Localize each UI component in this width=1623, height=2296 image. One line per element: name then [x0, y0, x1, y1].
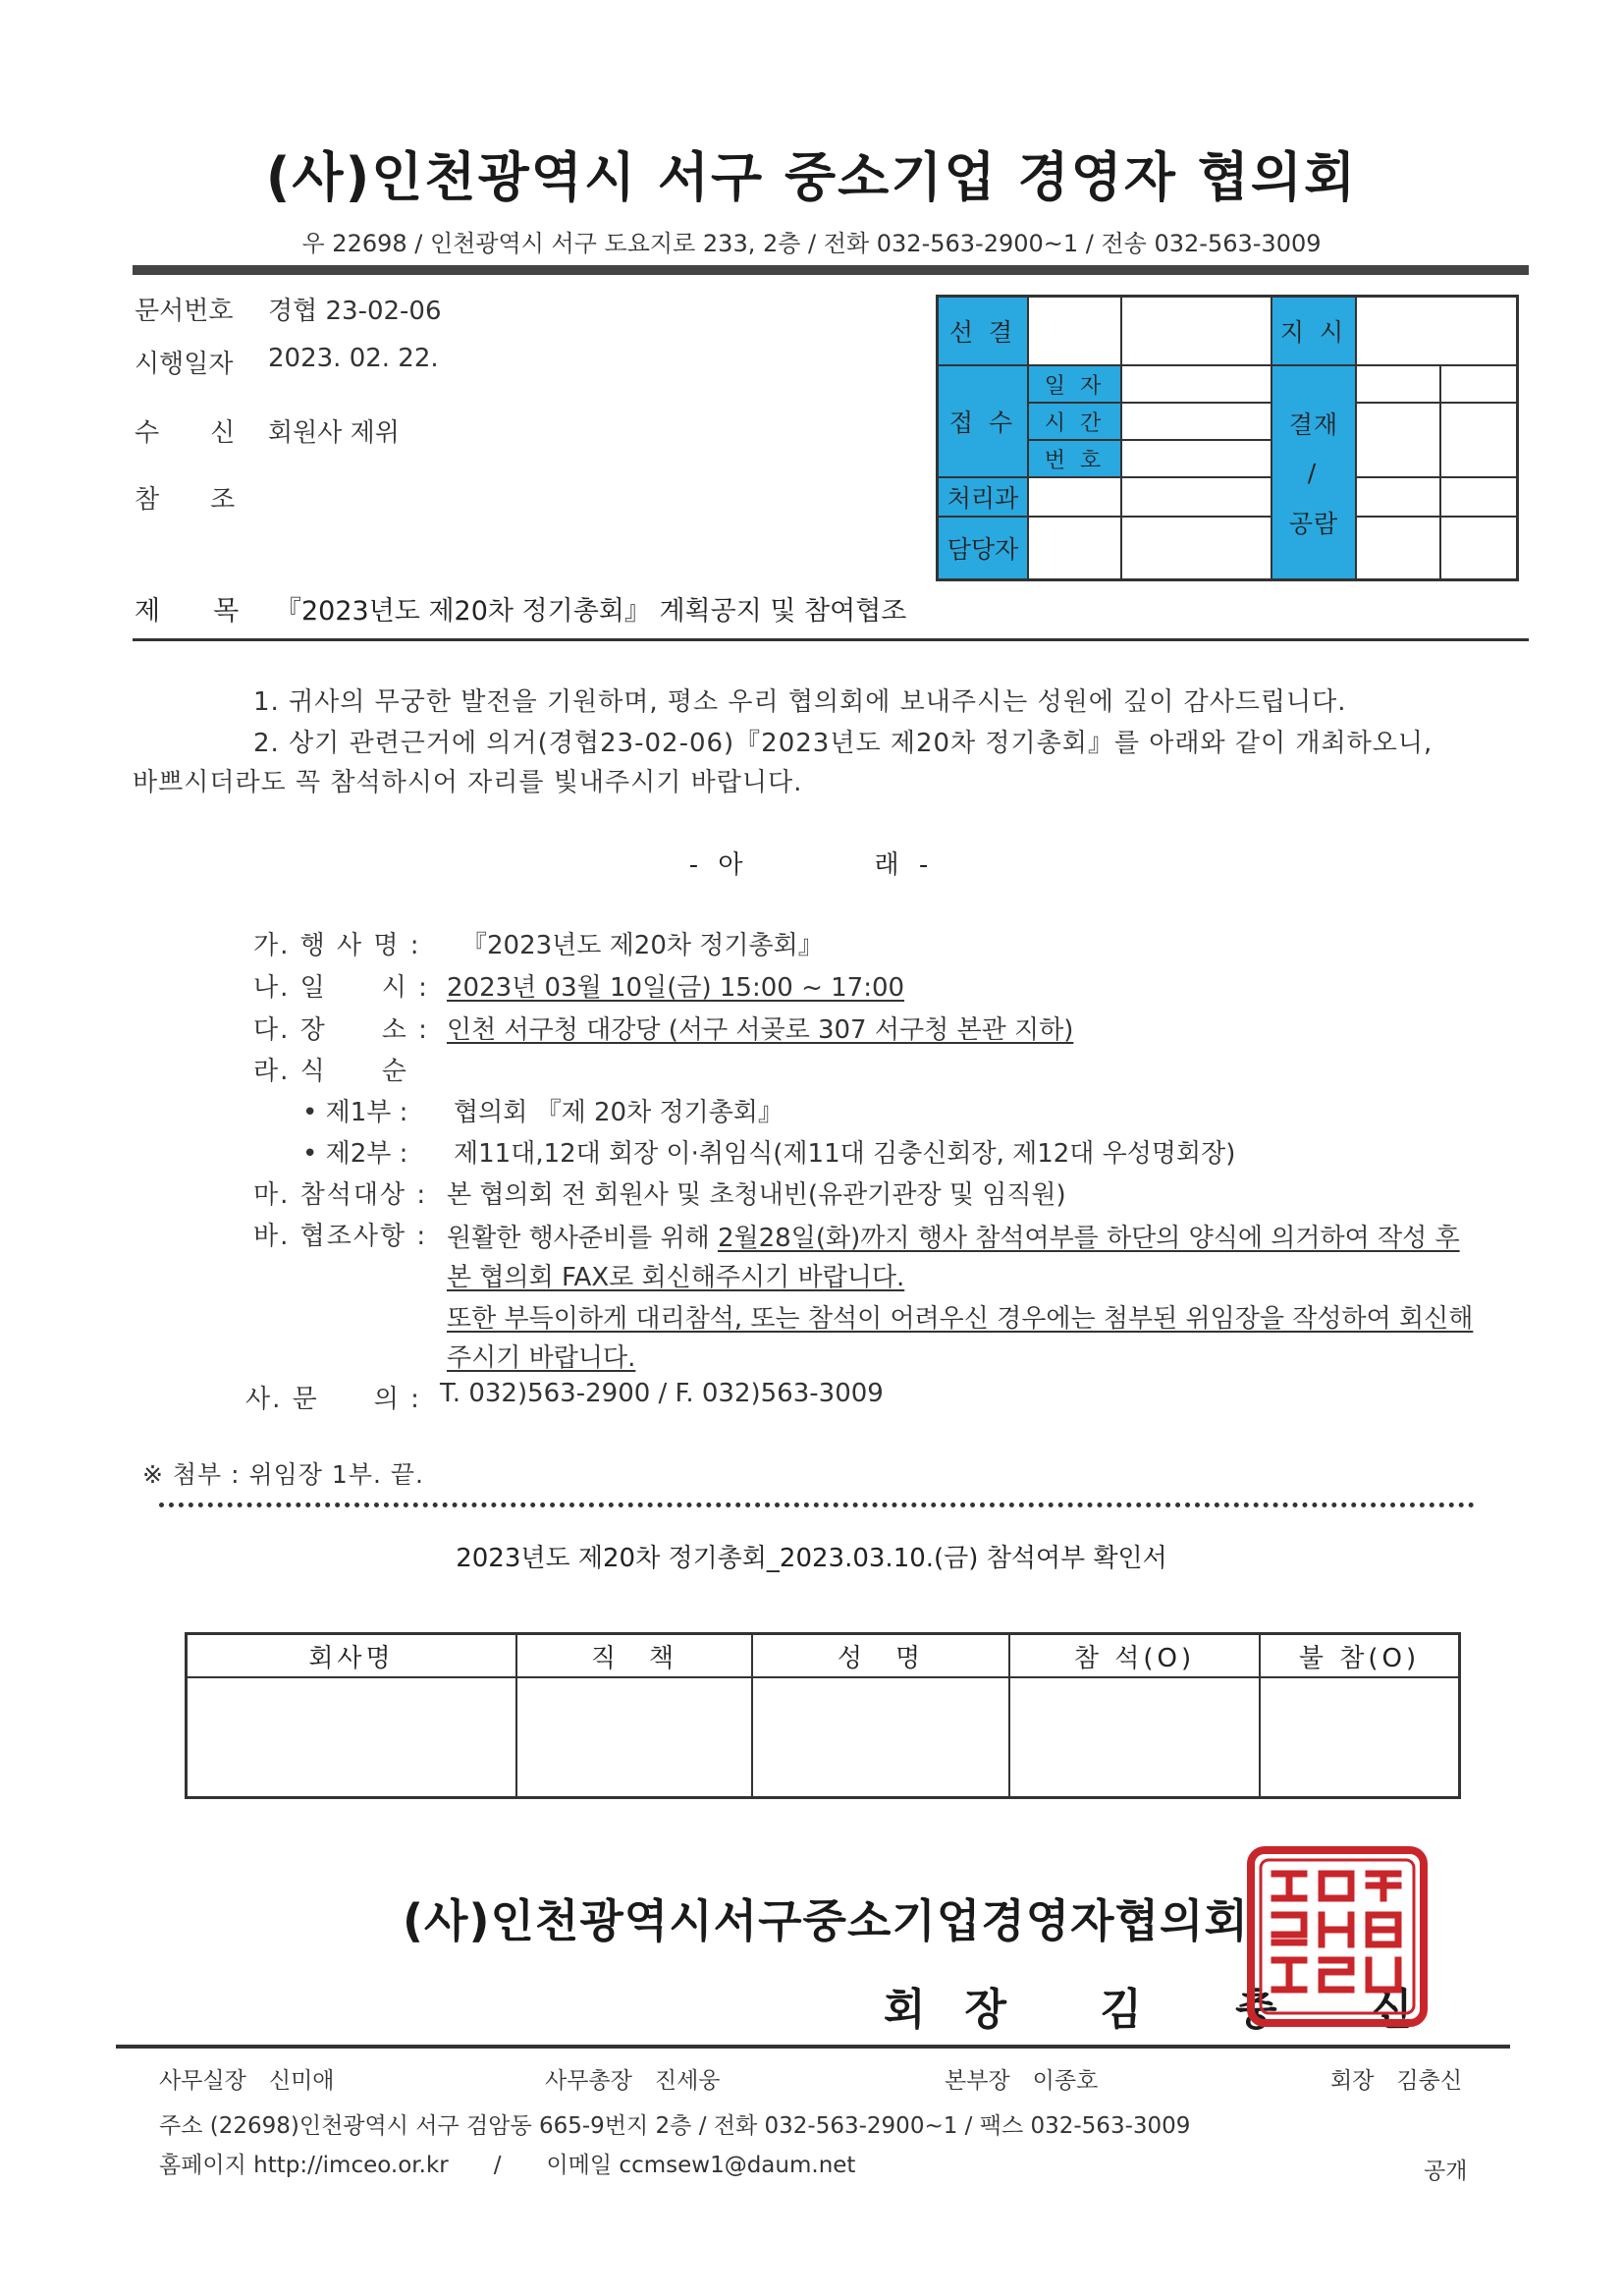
footer-staff-secretary-general: 사무총장 진세웅: [545, 2068, 721, 2094]
approval-cell: [1121, 477, 1271, 517]
cooperation-line-1b: 2월28일(화)까지 행사 참석여부를 하단의 양식에 의거하여 작성 후: [717, 1224, 1460, 1253]
approval-cell: [1121, 517, 1271, 579]
signature-org: (사)인천광역시서구중소기업경영자협의회: [403, 1894, 1249, 1947]
header-divider: [133, 265, 1529, 275]
org-title: (사)인천광역시 서구 중소기업 경영자 협의회: [265, 146, 1358, 208]
approval-cell: [1028, 517, 1121, 579]
cut-line: [159, 1503, 1475, 1507]
attendees-label: 마. 참석대상 :: [253, 1180, 428, 1210]
part2: 제11대,12대 회장 이·취임식(제11대 김충신회장, 제12대 우성명회장): [454, 1139, 1236, 1169]
doc-number: 경협 23-02-06: [268, 297, 442, 326]
official-seal-icon: [1245, 1844, 1430, 2029]
approval-cell: [1121, 297, 1271, 365]
footer-public-status: 공개: [1424, 2159, 1468, 2184]
contact: T. 032)563-2900 / F. 032)563-3009: [440, 1379, 884, 1408]
footer-staff-chairman: 회장 김충신: [1330, 2068, 1463, 2094]
approval-damdangja: 담당자: [938, 517, 1028, 579]
approval-slash: /: [1307, 458, 1321, 487]
approval-cell: [1121, 365, 1271, 403]
approval-cell: [1356, 365, 1440, 403]
part1-label: • 제1부 :: [302, 1098, 408, 1127]
approval-cell: [1028, 477, 1121, 517]
approval-sigan: 시 간: [1028, 403, 1121, 440]
approval-beonho: 번 호: [1028, 440, 1121, 477]
subject-text: 『2023년도 제20차 정기총회』 계획공지 및 참여협조: [275, 596, 907, 627]
approval-ilja: 일 자: [1028, 365, 1121, 403]
rsvp-cell-position[interactable]: [517, 1678, 753, 1796]
rsvp-cell-attend[interactable]: [1010, 1678, 1261, 1796]
approval-cell: [1440, 403, 1517, 477]
cooperation-line-1a: 원활한 행사준비를 위해: [447, 1224, 718, 1253]
body-paragraph-2b: 바쁘시더라도 꼭 참석하시어 자리를 빛내주시기 바랍니다.: [133, 768, 803, 797]
rsvp-cell-absent[interactable]: [1261, 1678, 1458, 1796]
approval-jisi: 지 시: [1271, 297, 1356, 365]
signature-head: 회장 김 충 신: [884, 1985, 1452, 2035]
approval-cell: [1356, 517, 1440, 579]
approval-cell: [1440, 517, 1517, 579]
rsvp-header-name: 성 명: [753, 1635, 1010, 1678]
rsvp-form-title: 2023년도 제20차 정기총회_2023.03.10.(금) 참석여부 확인서: [456, 1544, 1167, 1573]
event-time-label: 나. 일 시 :: [253, 973, 429, 1003]
footer-web-contact: 홈페이지 http://imceo.or.kr / 이메일 ccmsew1@daum.net: [159, 2153, 856, 2178]
rsvp-header-position: 직 책: [517, 1635, 753, 1678]
footer-staff-office-manager: 사무실장 신미애: [159, 2068, 335, 2094]
cooperation-line-1: [447, 1218, 1460, 1254]
approval-cell: [1356, 403, 1440, 477]
rsvp-table: [185, 1632, 1461, 1799]
cooperation-label: 바. 협조사항 :: [253, 1222, 428, 1251]
event-name: 『2023년도 제20차 정기총회』: [461, 931, 824, 960]
issue-date-label: 시행일자: [135, 350, 234, 379]
cooperation-line-3: 또한 부득이하게 대리참석, 또는 참석이 어려우신 경우에는 첨부된 위임장을 작성하여 회신해: [447, 1304, 1474, 1334]
part1: 협의회 『제 20차 정기총회』: [454, 1098, 784, 1127]
rsvp-cell-name[interactable]: [753, 1678, 1010, 1796]
issue-date: 2023. 02. 22.: [268, 344, 439, 373]
footer-divider: [116, 2045, 1510, 2049]
contact-label: 사. 문 의 :: [245, 1385, 421, 1414]
approval-cell: [1028, 297, 1121, 365]
event-time: 2023년 03월 10일(금) 15:00 ~ 17:00: [447, 973, 905, 1003]
subject-label: 제 목: [135, 596, 240, 627]
approval-gyeoljae-gongram: [1271, 365, 1356, 579]
rsvp-header-attend: 참 석(O): [1010, 1635, 1261, 1678]
subject-divider: [133, 638, 1529, 641]
program-label: 라. 식 순: [253, 1057, 408, 1086]
attachment-note: ※ 첨부 : 위임장 1부. 끝.: [142, 1460, 424, 1489]
rsvp-cell-company[interactable]: [188, 1678, 517, 1796]
body-paragraph-1: 1. 귀사의 무궁한 발전을 기원하며, 평소 우리 협의회에 보내주시는 성원에 깊이 감사드립니다.: [253, 687, 1347, 717]
rsvp-header-absent: 불 참(O): [1261, 1635, 1458, 1678]
approval-cell: [1356, 477, 1440, 517]
reference-label: 참 조: [135, 485, 236, 515]
footer-staff-director: 본부장 이종호: [945, 2068, 1099, 2094]
event-name-label: 가. 행 사 명 :: [253, 931, 421, 960]
part2-label: • 제2부 :: [302, 1139, 408, 1169]
event-place-label: 다. 장 소 :: [253, 1015, 429, 1045]
approval-cheorigwa: 처리과: [938, 477, 1028, 517]
approval-cell: [1440, 365, 1517, 403]
footer-address: 주소 (22698)인천광역시 서구 검암동 665-9번지 2층 / 전화 032-563-2900~1 / 팩스 032-563-3009: [159, 2113, 1191, 2139]
approval-cell: [1121, 440, 1271, 477]
attendees: 본 협의회 전 회원사 및 초청내빈(유관기관장 및 임직원): [447, 1180, 1066, 1210]
approval-box: [936, 295, 1519, 581]
approval-jeopsu: 접 수: [938, 365, 1028, 477]
approval-cell: [1440, 477, 1517, 517]
doc-number-label: 문서번호: [135, 297, 234, 326]
approval-seongyeol: 선 결: [938, 297, 1028, 365]
approval-gongram: 공람: [1288, 509, 1339, 538]
approval-gyeoljae: 결재: [1288, 410, 1339, 439]
approval-cell: [1356, 297, 1517, 365]
cooperation-line-4: 주시기 바랍니다.: [447, 1343, 636, 1373]
rsvp-header-company: 회사명: [188, 1635, 517, 1678]
cooperation-line-2: 본 협의회 FAX로 회신해주시기 바랍니다.: [447, 1263, 905, 1292]
org-address: 우 22698 / 인천광역시 서구 도요지로 233, 2층 / 전화 032-563-2900~1 / 전송 032-563-3009: [301, 230, 1322, 257]
recipient-label: 수 신: [135, 418, 236, 448]
recipient: 회원사 제위: [268, 418, 400, 448]
gap-heading: - 아 래 -: [688, 850, 935, 880]
event-place: 인천 서구청 대강당 (서구 서곶로 307 서구청 본관 지하): [447, 1015, 1074, 1045]
body-paragraph-2a: 2. 상기 관련근거에 의거(경협23-02-06)『2023년도 제20차 정기총회』를 아래와 같이 개최하오니,: [253, 729, 1434, 758]
approval-cell: [1121, 403, 1271, 440]
